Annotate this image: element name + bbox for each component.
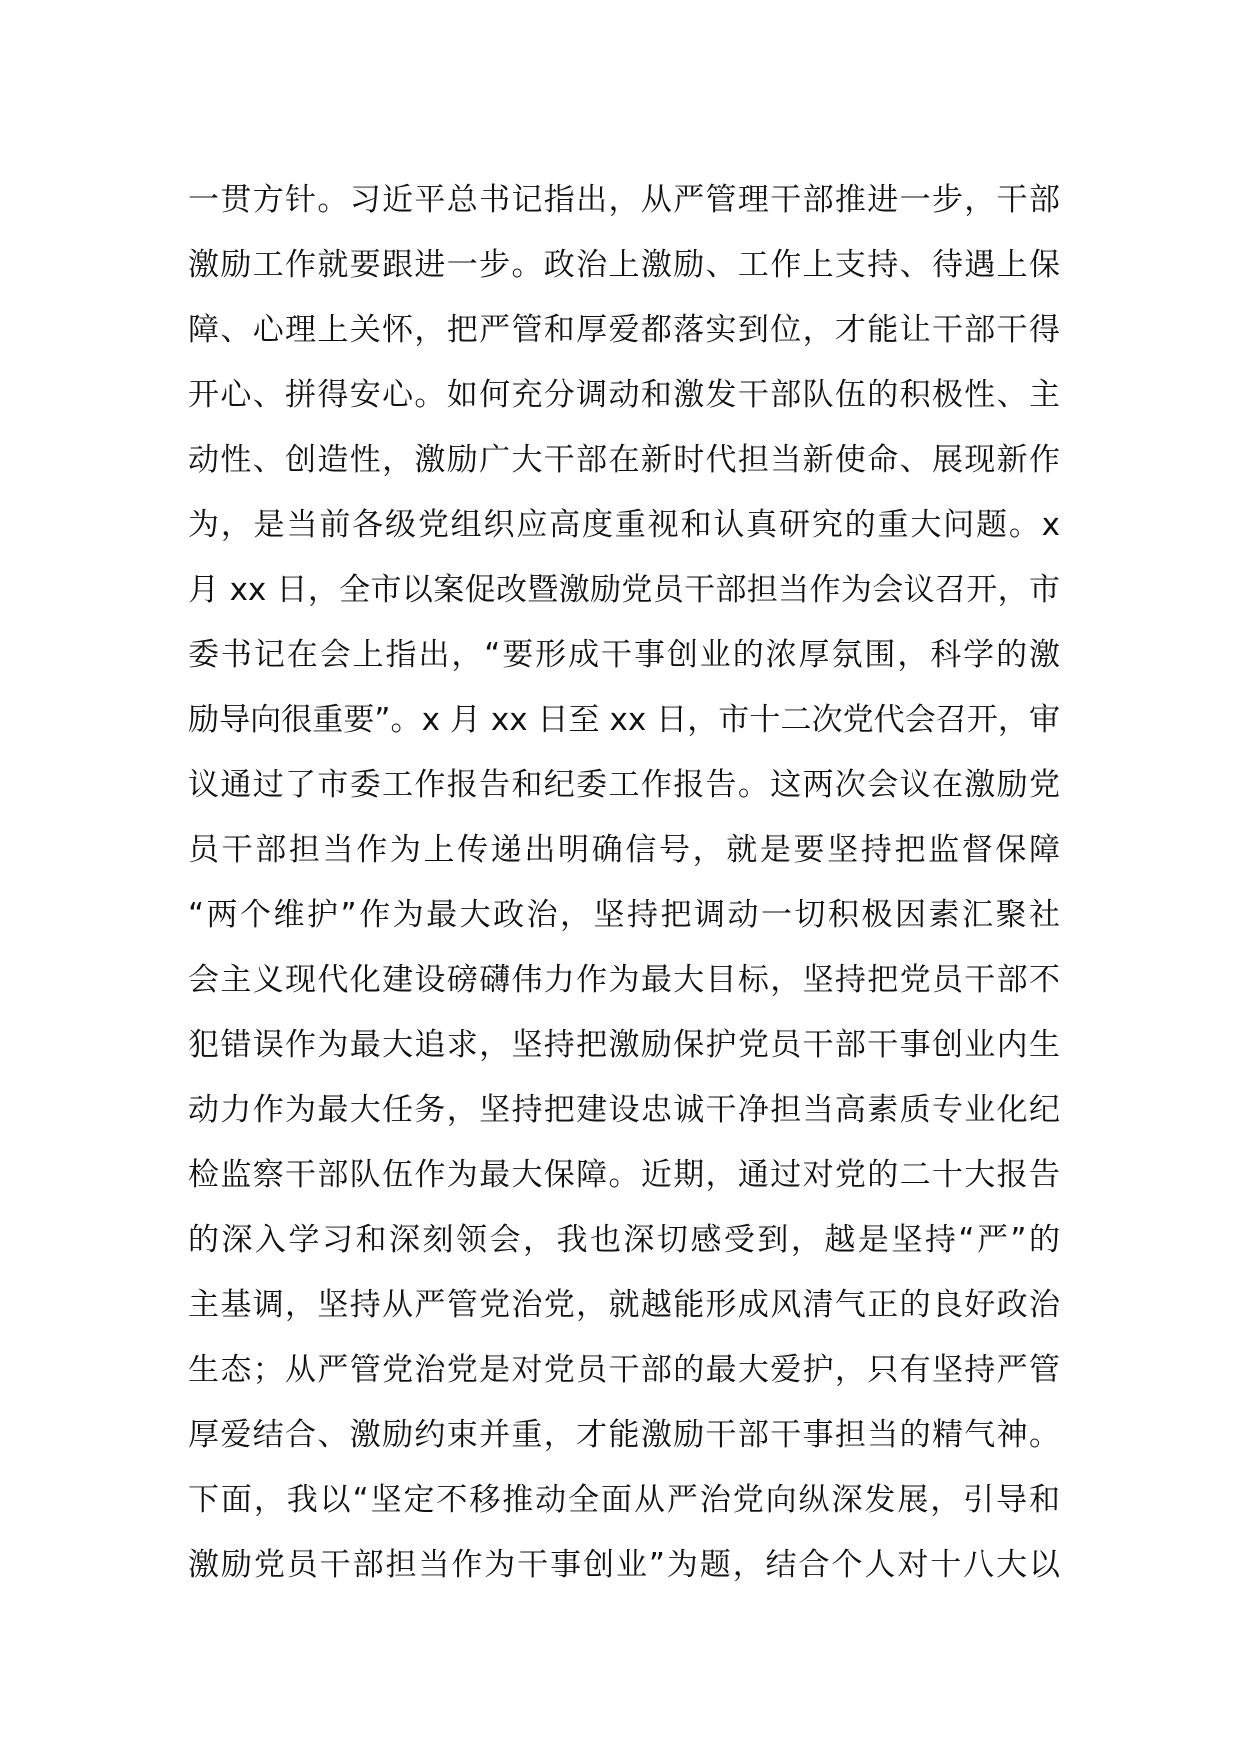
text-line: 动力作为最大任务，坚持把建设忠诚干净担当高素质专业化纪 [188, 1092, 1060, 1128]
text-line: 动性、创造性，激励广大干部在新时代担当新使命、展现新作 [188, 442, 1060, 478]
text-line: 开心、拼得安心。如何充分调动和激发干部队伍的积极性、主 [188, 377, 1060, 413]
text-line: 下面，我以“坚定不移推动全面从严治党向纵深发展，引导和 [188, 1482, 1060, 1518]
text-line: 委书记在会上指出，“要形成干事创业的浓厚氛围，科学的激 [188, 637, 1060, 673]
text-line: 生态；从严管党治党是对党员干部的最大爱护，只有坚持严管 [188, 1352, 1060, 1388]
text-line: “两个维护”作为最大政治，坚持把调动一切积极因素汇聚社 [188, 897, 1060, 933]
text-line: 犯错误作为最大追求，坚持把激励保护党员干部干事创业内生 [188, 1027, 1060, 1063]
text-line: 激励党员干部担当作为干事创业”为题，结合个人对十八大以 [188, 1547, 1060, 1583]
text-line: 励导向很重要”。x 月 xx 日至 xx 日，市十二次党代会召开，审 [188, 702, 1060, 738]
text-line: 会主义现代化建设磅礴伟力作为最大目标，坚持把党员干部不 [188, 962, 1060, 998]
text-line: 主基调，坚持从严管党治党，就越能形成风清气正的良好政治 [188, 1287, 1060, 1323]
text-line: 障、心理上关怀，把严管和厚爱都落实到位，才能让干部干得 [188, 312, 1060, 348]
text-line: 检监察干部队伍作为最大保障。近期，通过对党的二十大报告 [188, 1157, 1060, 1193]
text-line: 的深入学习和深刻领会，我也深切感受到，越是坚持“严”的 [188, 1222, 1060, 1258]
text-line: 厚爱结合、激励约束并重，才能激励干部干事担当的精气神。 [188, 1417, 1060, 1453]
body-text [188, 168, 1060, 1598]
text-line: 员干部担当作为上传递出明确信号，就是要坚持把监督保障 [188, 832, 1060, 868]
text-line: 为，是当前各级党组织应高度重视和认真研究的重大问题。x [188, 507, 1060, 543]
text-line: 激励工作就要跟进一步。政治上激励、工作上支持、待遇上保 [188, 247, 1060, 283]
text-line: 月 xx 日，全市以案促改暨激励党员干部担当作为会议召开，市 [188, 572, 1060, 608]
text-line: 议通过了市委工作报告和纪委工作报告。这两次会议在激励党 [188, 767, 1060, 803]
text-line: 一贯方针。习近平总书记指出，从严管理干部推进一步，干部 [188, 182, 1060, 218]
